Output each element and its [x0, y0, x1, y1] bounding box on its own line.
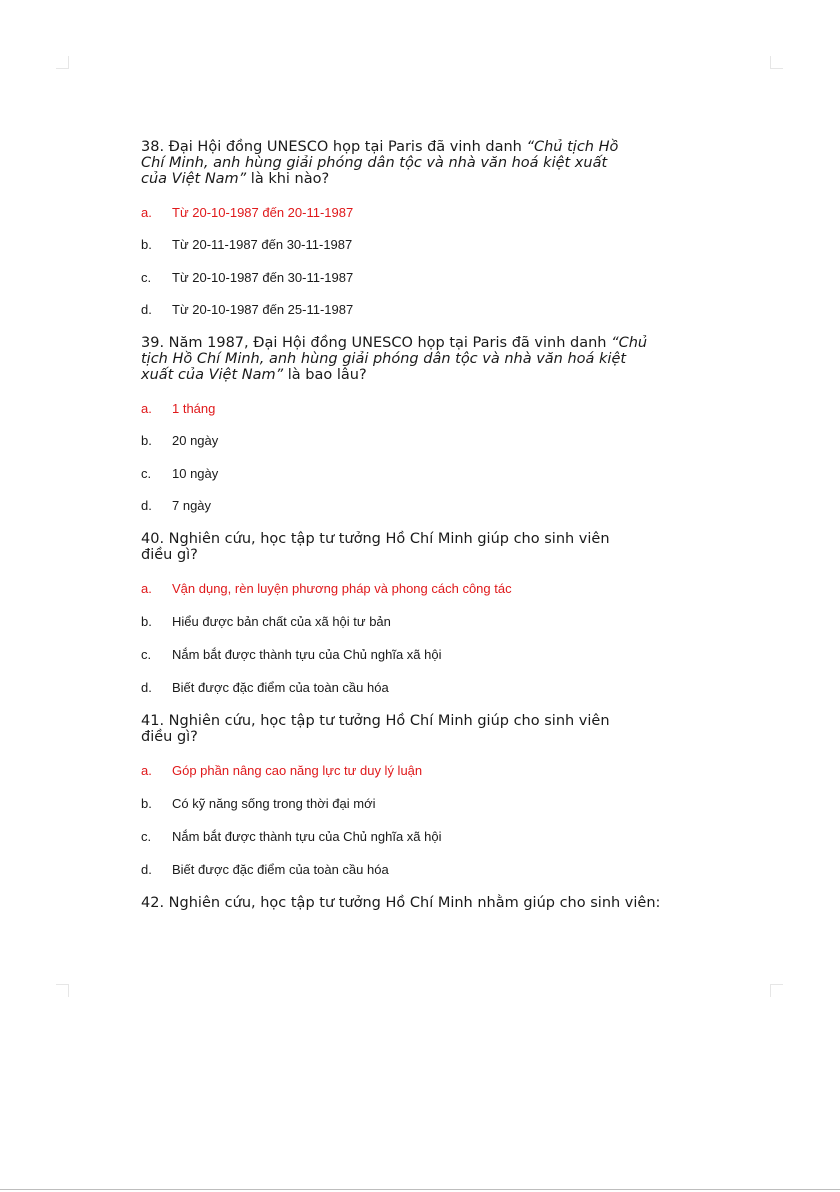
crop-mark-bottom-left [56, 984, 69, 997]
question-42 [141, 895, 721, 911]
question-39-options [141, 401, 721, 514]
question-41 [141, 713, 721, 878]
question-38-options [141, 205, 721, 318]
option-c: c. Từ 20-10-1987 đến 30-11-1987 [141, 270, 354, 285]
crop-mark-top-left [56, 56, 69, 69]
option-c: c. Nắm bắt được thành tựu của Chủ nghĩa xã hội [141, 647, 442, 662]
option-a-correct: a. Góp phần nâng cao năng lực tư duy lý luận [141, 763, 423, 778]
question-41-text: 41. Nghiên cứu, học tập tư tưởng Hồ Chí Minh giúp cho sinh viên điều gì? [141, 713, 610, 745]
option-b: b. Hiểu được bản chất của xã hội tư bản [141, 614, 391, 629]
crop-mark-bottom-right [770, 984, 783, 997]
option-d: d. Biết được đặc điểm của toàn cầu hóa [141, 862, 389, 877]
question-40 [141, 531, 721, 696]
question-list [141, 139, 721, 911]
option-c: c. 10 ngày [141, 466, 219, 481]
option-a-correct: a. Từ 20-10-1987 đến 20-11-1987 [141, 205, 354, 220]
option-a-correct: a. Vận dụng, rèn luyện phương pháp và phong cách công tác [141, 581, 512, 596]
question-40-text: 40. Nghiên cứu, học tập tư tưởng Hồ Chí Minh giúp cho sinh viên điều gì? [141, 531, 610, 563]
page-bottom-edge [0, 1189, 840, 1190]
question-41-options [141, 763, 721, 878]
option-b: b. Từ 20-11-1987 đến 30-11-1987 [141, 237, 353, 252]
option-c: c. Nắm bắt được thành tựu của Chủ nghĩa xã hội [141, 829, 442, 844]
option-d: d. Biết được đặc điểm của toàn cầu hóa [141, 680, 389, 695]
crop-mark-top-right [770, 56, 783, 69]
question-38-text: 38. Đại Hội đồng UNESCO họp tại Paris đã vinh danh “Chủ tịch Hồ Chí Minh, anh hùng giải phóng dân tộc và nhà văn hoá kiệt xuất của Việt Nam” là khi nào? [141, 139, 619, 187]
option-b: b. Có kỹ năng sống trong thời đại mới [141, 796, 376, 811]
option-d: d. Từ 20-10-1987 đến 25-11-1987 [141, 302, 354, 317]
question-38 [141, 139, 721, 318]
option-b: b. 20 ngày [141, 433, 219, 448]
option-a-correct: a. 1 tháng [141, 401, 216, 416]
question-40-options [141, 581, 721, 696]
question-42-text: 42. Nghiên cứu, học tập tư tưởng Hồ Chí Minh nhằm giúp cho sinh viên: [141, 895, 661, 911]
option-d: d. 7 ngày [141, 498, 212, 513]
question-39 [141, 335, 721, 514]
question-39-text: 39. Năm 1987, Đại Hội đồng UNESCO họp tại Paris đã vinh danh “Chủ tịch Hồ Chí Minh, anh hùng giải phóng dân tộc và nhà văn hoá kiệt xuất của Việt Nam” là bao lâu? [141, 335, 648, 383]
